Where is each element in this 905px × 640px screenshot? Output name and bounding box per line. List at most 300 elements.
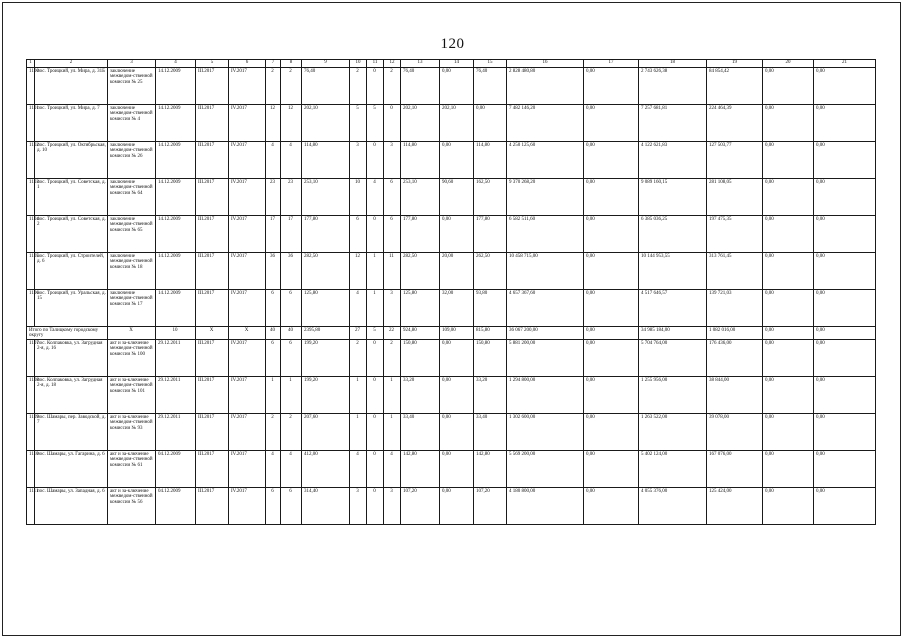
cell-c9: 199,20 bbox=[302, 376, 350, 413]
cell-q-plan: III.2017 bbox=[196, 216, 229, 253]
cell-c21: 0,00 bbox=[814, 68, 876, 105]
cell-address: пос. Троицкий, ул. Строителей, д. 6 bbox=[35, 253, 108, 290]
cell-basis: акт и за-ключение межведом-ственной комиссии № 56 bbox=[108, 487, 156, 524]
cell-c15: 150,80 bbox=[474, 339, 507, 376]
cell-c8: 12 bbox=[281, 105, 302, 142]
cell-c9: 412,00 bbox=[302, 450, 350, 487]
cell-c11: 0 bbox=[367, 376, 384, 413]
cell-c21: 0,00 bbox=[814, 105, 876, 142]
cell-c14: 202,10 bbox=[440, 105, 474, 142]
cell-c7: 6 bbox=[266, 339, 281, 376]
cell-c8: 4 bbox=[281, 142, 302, 179]
cell-date: 04.12.2009 bbox=[156, 450, 196, 487]
cell-no: 1107 bbox=[27, 339, 35, 376]
cell-q-plan: III.2017 bbox=[196, 253, 229, 290]
cell-c10: 4 bbox=[350, 290, 367, 327]
table-row bbox=[27, 487, 876, 524]
total-cell-c6: Х bbox=[229, 327, 266, 340]
column-number-12: 12 bbox=[384, 60, 401, 68]
column-number-19: 19 bbox=[707, 60, 763, 68]
cell-c15: 177,80 bbox=[474, 216, 507, 253]
cell-c9: 177,80 bbox=[302, 216, 350, 253]
cell-c16: 1 302 600,00 bbox=[507, 413, 584, 450]
cell-c17: 0,00 bbox=[584, 413, 639, 450]
cell-c14: 0,00 bbox=[440, 339, 474, 376]
cell-c18: 4 517 646,57 bbox=[639, 290, 707, 327]
column-number-17: 17 bbox=[584, 60, 639, 68]
cell-c13: 125,80 bbox=[401, 290, 440, 327]
total-cell-c16: 36 067 200,00 bbox=[507, 327, 584, 340]
cell-c20: 0,00 bbox=[763, 179, 814, 216]
cell-c16: 10 458 715,00 bbox=[507, 253, 584, 290]
cell-q-plan: III.2017 bbox=[196, 105, 229, 142]
cell-q-fact: IV.2017 bbox=[229, 253, 266, 290]
cell-c15: 76,40 bbox=[474, 68, 507, 105]
cell-c18: 1 255 956,00 bbox=[639, 376, 707, 413]
cell-c15: 262,50 bbox=[474, 253, 507, 290]
cell-c8: 1 bbox=[281, 376, 302, 413]
cell-c9: 282,50 bbox=[302, 253, 350, 290]
page-number: 120 bbox=[440, 36, 465, 52]
cell-date: 14.12.2009 bbox=[156, 142, 196, 179]
column-number-5: 5 bbox=[196, 60, 229, 68]
cell-basis: акт и за-ключение межведом-ственной комиссии № 93 bbox=[108, 413, 156, 450]
cell-no: 1101 bbox=[27, 105, 35, 142]
cell-c17: 0,00 bbox=[584, 339, 639, 376]
total-cell-c19: 1 082 016,00 bbox=[707, 327, 763, 340]
cell-c10: 1 bbox=[350, 376, 367, 413]
table-row bbox=[27, 413, 876, 450]
column-number-21: 21 bbox=[814, 60, 876, 68]
cell-c16: 2 828 480,80 bbox=[507, 68, 584, 105]
cell-c20: 0,00 bbox=[763, 413, 814, 450]
cell-c11: 0 bbox=[367, 413, 384, 450]
cell-c11: 0 bbox=[367, 450, 384, 487]
cell-c15: 142,80 bbox=[474, 450, 507, 487]
cell-basis: заключение межведом-ственной комиссии № 4 bbox=[108, 105, 156, 142]
cell-c13: 76,40 bbox=[401, 68, 440, 105]
total-row bbox=[27, 327, 876, 340]
cell-basis: заключение межведом-ственной комиссии № 26 bbox=[108, 142, 156, 179]
cell-c7: 23 bbox=[266, 179, 281, 216]
total-cell-c17: 0,00 bbox=[584, 327, 639, 340]
column-number-10: 10 bbox=[350, 60, 367, 68]
cell-c8: 6 bbox=[281, 290, 302, 327]
table-row bbox=[27, 105, 876, 142]
cell-c13: 202,10 bbox=[401, 105, 440, 142]
table-row bbox=[27, 216, 876, 253]
column-number-13: 13 bbox=[401, 60, 440, 68]
cell-q-fact: IV.2017 bbox=[229, 142, 266, 179]
cell-c10: 1 bbox=[350, 413, 367, 450]
cell-c19: 313 761,45 bbox=[707, 253, 763, 290]
cell-c8: 6 bbox=[281, 487, 302, 524]
table-row bbox=[27, 376, 876, 413]
cell-q-fact: IV.2017 bbox=[229, 376, 266, 413]
cell-c21: 0,00 bbox=[814, 487, 876, 524]
cell-c9: 114,80 bbox=[302, 142, 350, 179]
cell-c21: 0,00 bbox=[814, 179, 876, 216]
column-number-1: 1 bbox=[27, 60, 35, 68]
total-cell-c3: Х bbox=[108, 327, 156, 340]
cell-c19: 84 854,42 bbox=[707, 68, 763, 105]
total-cell-c15: 815,80 bbox=[474, 327, 507, 340]
cell-c11: 0 bbox=[367, 487, 384, 524]
cell-q-plan: III.2017 bbox=[196, 142, 229, 179]
column-number-15: 15 bbox=[474, 60, 507, 68]
cell-c20: 0,00 bbox=[763, 105, 814, 142]
cell-c18: 9 089 160,15 bbox=[639, 179, 707, 216]
total-cell-c7: 40 bbox=[266, 327, 281, 340]
cell-c10: 10 bbox=[350, 179, 367, 216]
total-cell-c10: 27 bbox=[350, 327, 367, 340]
cell-c12: 0 bbox=[384, 105, 401, 142]
table-row bbox=[27, 179, 876, 216]
cell-c8: 23 bbox=[281, 179, 302, 216]
cell-date: 29.12.2011 bbox=[156, 413, 196, 450]
cell-c10: 4 bbox=[350, 450, 367, 487]
cell-c11: 1 bbox=[367, 253, 384, 290]
table-row bbox=[27, 450, 876, 487]
cell-c19: 39 078,00 bbox=[707, 413, 763, 450]
cell-c14: 0,00 bbox=[440, 142, 474, 179]
cell-basis: акт и за-ключение межведом-ственной комиссии № 100 bbox=[108, 339, 156, 376]
cell-c13: 33,20 bbox=[401, 376, 440, 413]
total-cell-c18: 34 985 184,00 bbox=[639, 327, 707, 340]
cell-c15: 0,00 bbox=[474, 105, 507, 142]
table-row bbox=[27, 68, 876, 105]
cell-address: пос. Шамары, ул. Западная, д. 6 bbox=[35, 487, 108, 524]
cell-c10: 3 bbox=[350, 487, 367, 524]
cell-date: 14.12.2009 bbox=[156, 290, 196, 327]
cell-c7: 2 bbox=[266, 68, 281, 105]
cell-no: 1105 bbox=[27, 253, 35, 290]
cell-c16: 5 881 200,00 bbox=[507, 339, 584, 376]
cell-c21: 0,00 bbox=[814, 376, 876, 413]
cell-address: пос. Троицкий, ул. Советская, д. 2 bbox=[35, 216, 108, 253]
cell-c12: 2 bbox=[384, 339, 401, 376]
total-cell-c4: 10 bbox=[156, 327, 196, 340]
cell-c20: 0,00 bbox=[763, 68, 814, 105]
cell-date: 14.12.2009 bbox=[156, 216, 196, 253]
cell-c12: 6 bbox=[384, 179, 401, 216]
cell-c9: 125,80 bbox=[302, 290, 350, 327]
cell-c12: 6 bbox=[384, 216, 401, 253]
cell-c18: 5 402 124,00 bbox=[639, 450, 707, 487]
total-cell-c13: 924,80 bbox=[401, 327, 440, 340]
cell-c20: 0,00 bbox=[763, 290, 814, 327]
total-cell-c9: 2395,80 bbox=[302, 327, 350, 340]
cell-date: 14.12.2009 bbox=[156, 253, 196, 290]
cell-c16: 9 370 268,20 bbox=[507, 179, 584, 216]
column-number-11: 11 bbox=[367, 60, 384, 68]
cell-no: 1104 bbox=[27, 216, 35, 253]
table-row bbox=[27, 142, 876, 179]
cell-c17: 0,00 bbox=[584, 487, 639, 524]
cell-c17: 0,00 bbox=[584, 253, 639, 290]
cell-c16: 4 180 800,00 bbox=[507, 487, 584, 524]
cell-c11: 0 bbox=[367, 216, 384, 253]
column-number-6: 6 bbox=[229, 60, 266, 68]
cell-c10: 2 bbox=[350, 339, 367, 376]
table-row bbox=[27, 290, 876, 327]
cell-address: пос. Троицкий, ул. Уральская, д. 15 bbox=[35, 290, 108, 327]
cell-c12: 11 bbox=[384, 253, 401, 290]
cell-c9: 76,40 bbox=[302, 68, 350, 105]
cell-c16: 7 482 146,20 bbox=[507, 105, 584, 142]
cell-c14: 0,00 bbox=[440, 413, 474, 450]
cell-c20: 0,00 bbox=[763, 142, 814, 179]
cell-c8: 2 bbox=[281, 68, 302, 105]
cell-q-fact: IV.2017 bbox=[229, 339, 266, 376]
cell-c8: 2 bbox=[281, 413, 302, 450]
cell-q-fact: IV.2017 bbox=[229, 413, 266, 450]
cell-c7: 1 bbox=[266, 376, 281, 413]
cell-c13: 253,10 bbox=[401, 179, 440, 216]
cell-c11: 0 bbox=[367, 142, 384, 179]
cell-basis: акт и за-ключение межведом-ственной комиссии № 101 bbox=[108, 376, 156, 413]
column-number-4: 4 bbox=[156, 60, 196, 68]
cell-c12: 3 bbox=[384, 487, 401, 524]
cell-c21: 0,00 bbox=[814, 413, 876, 450]
cell-no: 1103 bbox=[27, 179, 35, 216]
cell-c15: 162,50 bbox=[474, 179, 507, 216]
cell-c15: 33,20 bbox=[474, 376, 507, 413]
cell-c19: 281 108,05 bbox=[707, 179, 763, 216]
cell-address: пос. Троицкий, ул. Мира, д. 7 bbox=[35, 105, 108, 142]
total-cell-c20: 0,00 bbox=[763, 327, 814, 340]
cell-basis: заключение межведом-ственной комиссии № 64 bbox=[108, 179, 156, 216]
cell-c18: 5 704 764,00 bbox=[639, 339, 707, 376]
cell-c21: 0,00 bbox=[814, 450, 876, 487]
cell-c10: 6 bbox=[350, 216, 367, 253]
cell-c17: 0,00 bbox=[584, 179, 639, 216]
column-number-14: 14 bbox=[440, 60, 474, 68]
cell-c14: 0,00 bbox=[440, 376, 474, 413]
cell-c15: 114,80 bbox=[474, 142, 507, 179]
table-body bbox=[27, 60, 876, 525]
cell-address: пос. Шамары, ул. Гагарина, д. 6 bbox=[35, 450, 108, 487]
cell-c20: 0,00 bbox=[763, 216, 814, 253]
cell-c19: 176 436,00 bbox=[707, 339, 763, 376]
cell-c18: 2 743 626,38 bbox=[639, 68, 707, 105]
cell-c17: 0,00 bbox=[584, 376, 639, 413]
cell-date: 29.12.2011 bbox=[156, 376, 196, 413]
cell-c18: 4 055 376,00 bbox=[639, 487, 707, 524]
cell-address: пос. Шамары, пер. Заводской, д. 7 bbox=[35, 413, 108, 450]
cell-q-plan: III.2017 bbox=[196, 376, 229, 413]
cell-c8: 36 bbox=[281, 253, 302, 290]
table-row bbox=[27, 253, 876, 290]
total-cell-c21: 0,00 bbox=[814, 327, 876, 340]
cell-c11: 5 bbox=[367, 105, 384, 142]
cell-q-fact: IV.2017 bbox=[229, 487, 266, 524]
cell-no: 1108 bbox=[27, 376, 35, 413]
cell-c16: 4 657 367,60 bbox=[507, 290, 584, 327]
resettlement-register-table bbox=[26, 59, 876, 525]
cell-c19: 38 844,00 bbox=[707, 376, 763, 413]
cell-q-plan: III.2017 bbox=[196, 339, 229, 376]
column-number-18: 18 bbox=[639, 60, 707, 68]
cell-c14: 0,00 bbox=[440, 216, 474, 253]
cell-c14: 0,00 bbox=[440, 68, 474, 105]
total-cell-c5: Х bbox=[196, 327, 229, 340]
cell-q-plan: III.2017 bbox=[196, 413, 229, 450]
column-number-2: 2 bbox=[35, 60, 108, 68]
cell-basis: заключение межведом-ственной комиссии № 17 bbox=[108, 290, 156, 327]
cell-no: 1111 bbox=[27, 487, 35, 524]
cell-basis: заключение межведом-ственной комиссии № 65 bbox=[108, 216, 156, 253]
column-number-16: 16 bbox=[507, 60, 584, 68]
cell-c18: 6 385 036,25 bbox=[639, 216, 707, 253]
cell-c11: 0 bbox=[367, 339, 384, 376]
cell-q-plan: III.2017 bbox=[196, 290, 229, 327]
cell-date: 14.12.2009 bbox=[156, 105, 196, 142]
cell-c10: 2 bbox=[350, 68, 367, 105]
cell-c7: 6 bbox=[266, 290, 281, 327]
cell-c10: 12 bbox=[350, 253, 367, 290]
cell-c16: 6 582 511,60 bbox=[507, 216, 584, 253]
cell-c8: 17 bbox=[281, 216, 302, 253]
cell-c13: 114,80 bbox=[401, 142, 440, 179]
cell-q-plan: III.2017 bbox=[196, 68, 229, 105]
column-number-3: 3 bbox=[108, 60, 156, 68]
cell-c15: 33,40 bbox=[474, 413, 507, 450]
cell-c11: 4 bbox=[367, 179, 384, 216]
cell-c21: 0,00 bbox=[814, 339, 876, 376]
cell-c13: 107,20 bbox=[401, 487, 440, 524]
cell-c13: 177,80 bbox=[401, 216, 440, 253]
column-number-row bbox=[27, 60, 876, 68]
cell-q-fact: IV.2017 bbox=[229, 450, 266, 487]
cell-q-fact: IV.2017 bbox=[229, 290, 266, 327]
cell-address: пос. Колпаковка, ул. Загрудная 2-я, д. 16 bbox=[35, 339, 108, 376]
cell-c16: 4 250 125,60 bbox=[507, 142, 584, 179]
cell-c19: 127 503,77 bbox=[707, 142, 763, 179]
cell-c20: 0,00 bbox=[763, 376, 814, 413]
column-number-7: 7 bbox=[266, 60, 281, 68]
cell-basis: акт и за-ключение межведом-ственной комиссии № 61 bbox=[108, 450, 156, 487]
total-cell-c14: 109,00 bbox=[440, 327, 474, 340]
cell-c9: 314,40 bbox=[302, 487, 350, 524]
cell-c19: 197 475,35 bbox=[707, 216, 763, 253]
cell-c13: 150,80 bbox=[401, 339, 440, 376]
cell-no: 1100 bbox=[27, 68, 35, 105]
total-cell-c11: 5 bbox=[367, 327, 384, 340]
cell-c17: 0,00 bbox=[584, 216, 639, 253]
cell-q-plan: III.2017 bbox=[196, 487, 229, 524]
total-cell-c12: 22 bbox=[384, 327, 401, 340]
cell-c14: 90,60 bbox=[440, 179, 474, 216]
cell-c17: 0,00 bbox=[584, 105, 639, 142]
cell-c18: 4 122 621,83 bbox=[639, 142, 707, 179]
cell-c21: 0,00 bbox=[814, 142, 876, 179]
cell-c12: 4 bbox=[384, 450, 401, 487]
table-row bbox=[27, 339, 876, 376]
cell-c7: 36 bbox=[266, 253, 281, 290]
cell-c16: 1 294 800,00 bbox=[507, 376, 584, 413]
cell-basis: заключение межведом-ственной комиссии № 18 bbox=[108, 253, 156, 290]
cell-c16: 5 569 200,00 bbox=[507, 450, 584, 487]
cell-c21: 0,00 bbox=[814, 216, 876, 253]
cell-q-fact: IV.2017 bbox=[229, 68, 266, 105]
cell-c7: 4 bbox=[266, 142, 281, 179]
cell-c10: 5 bbox=[350, 105, 367, 142]
cell-c8: 4 bbox=[281, 450, 302, 487]
cell-c15: 107,20 bbox=[474, 487, 507, 524]
cell-c19: 139 721,03 bbox=[707, 290, 763, 327]
cell-c21: 0,00 bbox=[814, 290, 876, 327]
cell-address: пос. Колпаковка, ул. Загрудная 2-я, д. 18 bbox=[35, 376, 108, 413]
cell-c17: 0,00 bbox=[584, 68, 639, 105]
cell-c12: 1 bbox=[384, 413, 401, 450]
cell-q-plan: III.2017 bbox=[196, 450, 229, 487]
cell-c7: 2 bbox=[266, 413, 281, 450]
cell-address: пос. Троицкий, ул. Мира, д. 31Б bbox=[35, 68, 108, 105]
cell-c19: 125 424,00 bbox=[707, 487, 763, 524]
cell-date: 14.12.2009 bbox=[156, 179, 196, 216]
cell-c14: 32,00 bbox=[440, 290, 474, 327]
cell-basis: заключение межведом-ственной комиссии № 25 bbox=[108, 68, 156, 105]
cell-c20: 0,00 bbox=[763, 339, 814, 376]
cell-c17: 0,00 bbox=[584, 142, 639, 179]
cell-c7: 6 bbox=[266, 487, 281, 524]
cell-c20: 0,00 bbox=[763, 487, 814, 524]
cell-c19: 167 076,00 bbox=[707, 450, 763, 487]
cell-c19: 224 464,39 bbox=[707, 105, 763, 142]
cell-date: 14.12.2009 bbox=[156, 68, 196, 105]
cell-q-fact: IV.2017 bbox=[229, 105, 266, 142]
cell-c14: 0,00 bbox=[440, 450, 474, 487]
cell-c20: 0,00 bbox=[763, 450, 814, 487]
cell-c13: 282,50 bbox=[401, 253, 440, 290]
cell-no: 1102 bbox=[27, 142, 35, 179]
total-label: Итого по Талицкому городскому округу bbox=[27, 327, 108, 340]
cell-c11: 0 bbox=[367, 68, 384, 105]
cell-c7: 4 bbox=[266, 450, 281, 487]
cell-address: пос. Троицкий, ул. Советская, д. 1 bbox=[35, 179, 108, 216]
cell-c7: 12 bbox=[266, 105, 281, 142]
cell-c10: 3 bbox=[350, 142, 367, 179]
cell-q-fact: IV.2017 bbox=[229, 216, 266, 253]
cell-c17: 0,00 bbox=[584, 450, 639, 487]
cell-date: 04.12.2009 bbox=[156, 487, 196, 524]
cell-c14: 20,00 bbox=[440, 253, 474, 290]
cell-address: пос. Троицкий, ул. Октябрьская, д. 10 bbox=[35, 142, 108, 179]
cell-c7: 17 bbox=[266, 216, 281, 253]
cell-c13: 33,40 bbox=[401, 413, 440, 450]
cell-c18: 10 144 953,55 bbox=[639, 253, 707, 290]
cell-c18: 1 263 522,00 bbox=[639, 413, 707, 450]
cell-c20: 0,00 bbox=[763, 253, 814, 290]
cell-c12: 3 bbox=[384, 142, 401, 179]
cell-no: 1110 bbox=[27, 450, 35, 487]
column-number-9: 9 bbox=[302, 60, 350, 68]
cell-c9: 207,60 bbox=[302, 413, 350, 450]
cell-c21: 0,00 bbox=[814, 253, 876, 290]
cell-q-fact: IV.2017 bbox=[229, 179, 266, 216]
cell-c12: 1 bbox=[384, 376, 401, 413]
total-cell-c8: 40 bbox=[281, 327, 302, 340]
cell-c17: 0,00 bbox=[584, 290, 639, 327]
cell-c9: 202,10 bbox=[302, 105, 350, 142]
cell-c15: 93,80 bbox=[474, 290, 507, 327]
cell-c12: 3 bbox=[384, 290, 401, 327]
cell-q-plan: III.2017 bbox=[196, 179, 229, 216]
cell-c14: 0,00 bbox=[440, 487, 474, 524]
cell-c9: 199,20 bbox=[302, 339, 350, 376]
cell-no: 1106 bbox=[27, 290, 35, 327]
